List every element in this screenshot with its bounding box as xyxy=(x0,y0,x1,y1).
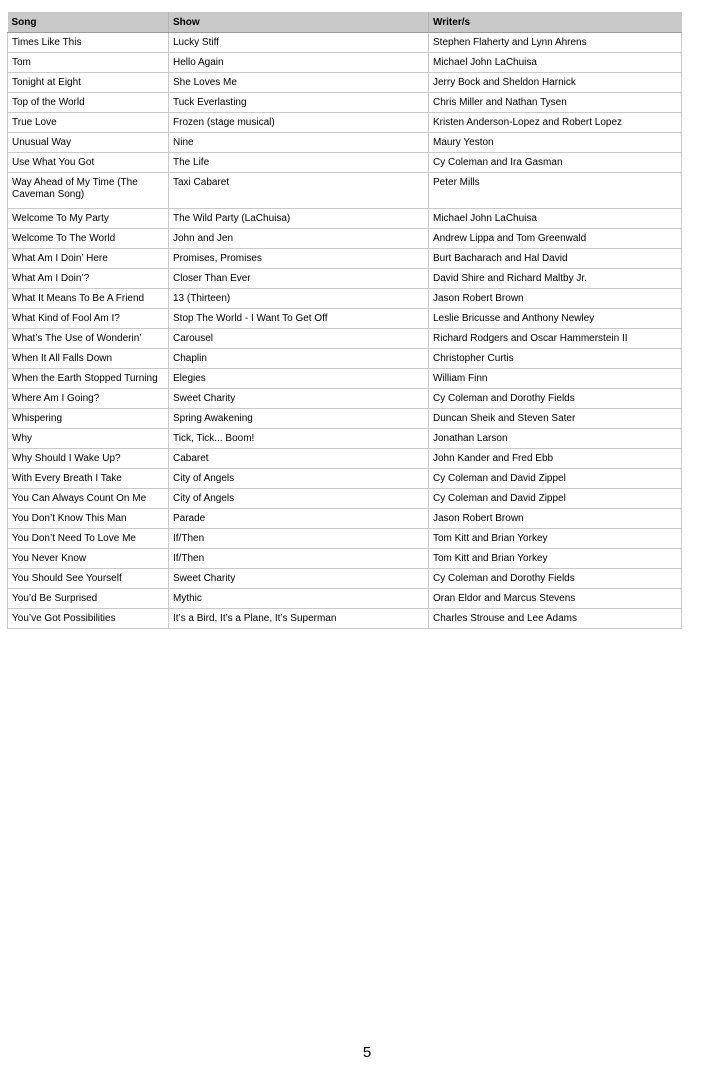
song-cell: You’ve Got Possibilities xyxy=(8,609,169,629)
table-row xyxy=(8,389,682,409)
column-header-writers: Writer/s xyxy=(429,12,682,33)
show-cell: If/Then xyxy=(169,549,429,569)
table-row xyxy=(8,229,682,249)
song-cell: With Every Breath I Take xyxy=(8,469,169,489)
song-cell: You’d Be Surprised xyxy=(8,589,169,609)
show-cell: John and Jen xyxy=(169,229,429,249)
writers-cell: Jonathan Larson xyxy=(429,429,682,449)
song-cell: When It All Falls Down xyxy=(8,349,169,369)
song-cell: You Don’t Need To Love Me xyxy=(8,529,169,549)
song-cell: You Don’t Know This Man xyxy=(8,509,169,529)
writers-cell: Chris Miller and Nathan Tysen xyxy=(429,93,682,113)
table-row xyxy=(8,549,682,569)
table-body xyxy=(8,33,682,629)
writers-cell: Cy Coleman and Dorothy Fields xyxy=(429,569,682,589)
show-cell: It’s a Bird, It’s a Plane, It’s Superman xyxy=(169,609,429,629)
show-cell: She Loves Me xyxy=(169,73,429,93)
show-cell: Spring Awakening xyxy=(169,409,429,429)
writers-cell: Charles Strouse and Lee Adams xyxy=(429,609,682,629)
writers-cell: Michael John LaChuisa xyxy=(429,209,682,229)
show-cell: City of Angels xyxy=(169,469,429,489)
song-table xyxy=(7,12,682,629)
table-row xyxy=(8,53,682,73)
show-cell: Carousel xyxy=(169,329,429,349)
show-cell: Sweet Charity xyxy=(169,569,429,589)
writers-cell: Jerry Bock and Sheldon Harnick xyxy=(429,73,682,93)
show-cell: Hello Again xyxy=(169,53,429,73)
song-cell: What Kind of Fool Am I? xyxy=(8,309,169,329)
song-cell: Tonight at Eight xyxy=(8,73,169,93)
table-row xyxy=(8,73,682,93)
show-cell: Tick, Tick... Boom! xyxy=(169,429,429,449)
table-row xyxy=(8,589,682,609)
table-row xyxy=(8,113,682,133)
writers-cell: Leslie Bricusse and Anthony Newley xyxy=(429,309,682,329)
writers-cell: Oran Eldor and Marcus Stevens xyxy=(429,589,682,609)
writers-cell: Jason Robert Brown xyxy=(429,509,682,529)
song-cell: Way Ahead of My Time (The Caveman Song) xyxy=(8,173,169,209)
song-cell: When the Earth Stopped Turning xyxy=(8,369,169,389)
table-header xyxy=(8,12,682,33)
writers-cell: John Kander and Fred Ebb xyxy=(429,449,682,469)
table-row xyxy=(8,369,682,389)
table-row xyxy=(8,153,682,173)
page-number: 5 xyxy=(362,1044,372,1061)
table-row xyxy=(8,349,682,369)
song-cell: Tom xyxy=(8,53,169,73)
writers-cell: Duncan Sheik and Steven Sater xyxy=(429,409,682,429)
show-cell: Chaplin xyxy=(169,349,429,369)
table-row xyxy=(8,249,682,269)
song-cell: True Love xyxy=(8,113,169,133)
writers-cell: Kristen Anderson-Lopez and Robert Lopez xyxy=(429,113,682,133)
show-cell: If/Then xyxy=(169,529,429,549)
show-cell: City of Angels xyxy=(169,489,429,509)
writers-cell: Christopher Curtis xyxy=(429,349,682,369)
show-cell: Stop The World - I Want To Get Off xyxy=(169,309,429,329)
header-row xyxy=(8,12,682,33)
table-row xyxy=(8,529,682,549)
show-cell: The Life xyxy=(169,153,429,173)
writers-cell: Maury Yeston xyxy=(429,133,682,153)
writers-cell: Cy Coleman and Dorothy Fields xyxy=(429,389,682,409)
writers-cell: Cy Coleman and David Zippel xyxy=(429,469,682,489)
show-cell: Mythic xyxy=(169,589,429,609)
table-row xyxy=(8,133,682,153)
show-cell: Nine xyxy=(169,133,429,153)
show-cell: Closer Than Ever xyxy=(169,269,429,289)
writers-cell: Tom Kitt and Brian Yorkey xyxy=(429,529,682,549)
table-row xyxy=(8,609,682,629)
show-cell: Cabaret xyxy=(169,449,429,469)
writers-cell: Michael John LaChuisa xyxy=(429,53,682,73)
song-cell: What It Means To Be A Friend xyxy=(8,289,169,309)
song-cell: Whispering xyxy=(8,409,169,429)
table-row xyxy=(8,309,682,329)
writers-cell: William Finn xyxy=(429,369,682,389)
show-cell: Elegies xyxy=(169,369,429,389)
table-row xyxy=(8,329,682,349)
table-row xyxy=(8,409,682,429)
song-cell: Welcome To The World xyxy=(8,229,169,249)
table-row xyxy=(8,509,682,529)
writers-cell: Cy Coleman and Ira Gasman xyxy=(429,153,682,173)
song-cell: Use What You Got xyxy=(8,153,169,173)
song-cell: Why Should I Wake Up? xyxy=(8,449,169,469)
show-cell: The Wild Party (LaChuisa) xyxy=(169,209,429,229)
song-cell: You Can Always Count On Me xyxy=(8,489,169,509)
show-cell: Frozen (stage musical) xyxy=(169,113,429,133)
show-cell: Sweet Charity xyxy=(169,389,429,409)
writers-cell: Burt Bacharach and Hal David xyxy=(429,249,682,269)
writers-cell: Jason Robert Brown xyxy=(429,289,682,309)
song-cell: Why xyxy=(8,429,169,449)
column-header-show: Show xyxy=(169,12,429,33)
writers-cell: Richard Rodgers and Oscar Hammerstein II xyxy=(429,329,682,349)
table-row xyxy=(8,449,682,469)
show-cell: Lucky Stiff xyxy=(169,33,429,53)
table-row xyxy=(8,469,682,489)
writers-cell: Stephen Flaherty and Lynn Ahrens xyxy=(429,33,682,53)
song-cell: Welcome To My Party xyxy=(8,209,169,229)
song-cell: You Never Know xyxy=(8,549,169,569)
writers-cell: Cy Coleman and David Zippel xyxy=(429,489,682,509)
song-cell: Times Like This xyxy=(8,33,169,53)
table-row xyxy=(8,173,682,209)
table-row xyxy=(8,209,682,229)
song-cell: What’s The Use of Wonderin’ xyxy=(8,329,169,349)
table-row xyxy=(8,33,682,53)
song-cell: Unusual Way xyxy=(8,133,169,153)
song-cell: Top of the World xyxy=(8,93,169,113)
writers-cell: David Shire and Richard Maltby Jr. xyxy=(429,269,682,289)
song-cell: Where Am I Going? xyxy=(8,389,169,409)
show-cell: 13 (Thirteen) xyxy=(169,289,429,309)
show-cell: Promises, Promises xyxy=(169,249,429,269)
table-row xyxy=(8,489,682,509)
show-cell: Taxi Cabaret xyxy=(169,173,429,209)
column-header-song: Song xyxy=(8,12,169,33)
writers-cell: Tom Kitt and Brian Yorkey xyxy=(429,549,682,569)
song-cell: You Should See Yourself xyxy=(8,569,169,589)
table-row xyxy=(8,429,682,449)
show-cell: Tuck Everlasting xyxy=(169,93,429,113)
song-cell: What Am I Doin’? xyxy=(8,269,169,289)
table-row xyxy=(8,289,682,309)
table-row xyxy=(8,269,682,289)
writers-cell: Peter Mills xyxy=(429,173,682,209)
song-table-container xyxy=(7,12,681,629)
table-row xyxy=(8,569,682,589)
writers-cell: Andrew Lippa and Tom Greenwald xyxy=(429,229,682,249)
show-cell: Parade xyxy=(169,509,429,529)
table-row xyxy=(8,93,682,113)
song-cell: What Am I Doin’ Here xyxy=(8,249,169,269)
